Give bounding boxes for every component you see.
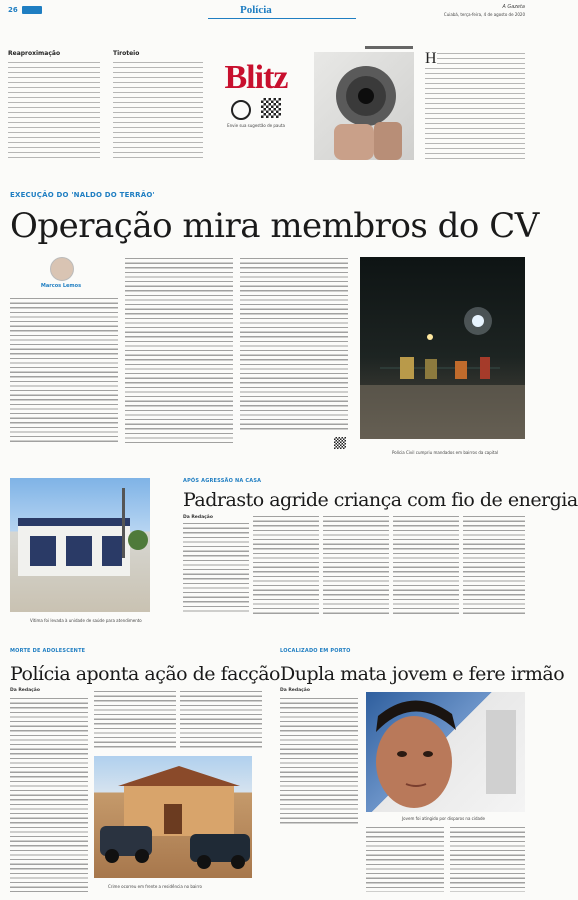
story4-col-3 <box>450 826 525 892</box>
gun-photo <box>314 52 414 160</box>
main-headline: Operação mira membros do CV <box>10 206 539 246</box>
paper-logo-small <box>22 6 42 14</box>
author-avatar <box>50 257 74 281</box>
story3-col-2 <box>94 690 176 750</box>
story2-col-5 <box>463 515 525 614</box>
story2-col-1 <box>183 522 249 614</box>
edition-date: Cuiabá, terça-feira, 4 de agosto de 2020 <box>443 12 525 17</box>
blitz-logo: Blitz <box>224 59 288 96</box>
story2-headline: Padrasto agride criança com fio de energia <box>183 489 578 511</box>
story2-col-3 <box>323 515 389 614</box>
note-title: Reaproximação <box>8 50 61 57</box>
story4-col-2 <box>366 826 444 892</box>
paper-name: A Gazeta <box>502 4 525 10</box>
note-body <box>8 61 100 161</box>
header-rule <box>208 18 356 19</box>
story3-headline: Polícia aponta ação de facção <box>10 663 280 685</box>
main-col-1 <box>10 297 118 443</box>
main-photo <box>360 257 525 439</box>
author-name: Marcos Lemos <box>40 283 82 289</box>
note-reaproximacao <box>8 50 100 160</box>
top-right-text <box>425 52 525 160</box>
qr-code-icon <box>261 98 281 118</box>
story2-kicker: APÓS AGRESSÃO NA CASA <box>183 478 262 484</box>
story4-byline: Da Redação <box>280 688 310 693</box>
note-body <box>113 61 203 161</box>
main-col-3 <box>240 257 348 433</box>
note-title: Tiroteio <box>113 50 140 57</box>
story2-photo <box>10 478 150 612</box>
story3-photo-caption: Crime ocorreu em frente a residência no bairro <box>108 884 202 889</box>
page-number: 26 <box>8 6 18 14</box>
story4-photo <box>366 692 525 812</box>
blitz-box <box>210 60 302 155</box>
main-col-2 <box>125 257 233 443</box>
story4-headline: Dupla mata jovem e fere irmão <box>280 663 565 685</box>
story2-byline: Da Redação <box>183 515 213 520</box>
story2-photo-caption: Vítima foi levada à unidade de saúde para atendimento <box>30 618 142 623</box>
blitz-contact: Envie sua sugestão de pauta <box>227 123 285 128</box>
story3-kicker: MORTE DE ADOLESCENTE <box>10 648 86 654</box>
main-photo-caption: Polícia Civil cumpriu mandados em bairros da capital <box>392 450 499 455</box>
story2-col-2 <box>253 515 319 614</box>
whatsapp-icon <box>231 100 251 120</box>
page-header <box>8 4 525 22</box>
dropcap: H <box>425 50 437 67</box>
main-qr-icon <box>334 437 346 449</box>
story3-col-1 <box>10 697 88 892</box>
story3-byline: Da Redação <box>10 688 40 693</box>
story4-photo-caption: Jovem foi atingido por disparos na cidade <box>402 816 485 821</box>
story4-kicker: LOCALIZADO EM PORTO <box>280 648 351 654</box>
story4-col-1 <box>280 697 358 827</box>
section-title: Polícia <box>240 4 272 16</box>
photo-credit <box>365 46 413 49</box>
story2-col-4 <box>393 515 459 614</box>
story3-photo <box>94 756 252 878</box>
story3-col-3 <box>180 690 262 750</box>
main-kicker: EXECUÇÃO DO 'NALDO DO TERRÃO' <box>10 191 155 199</box>
note-tiroteio <box>113 50 203 160</box>
